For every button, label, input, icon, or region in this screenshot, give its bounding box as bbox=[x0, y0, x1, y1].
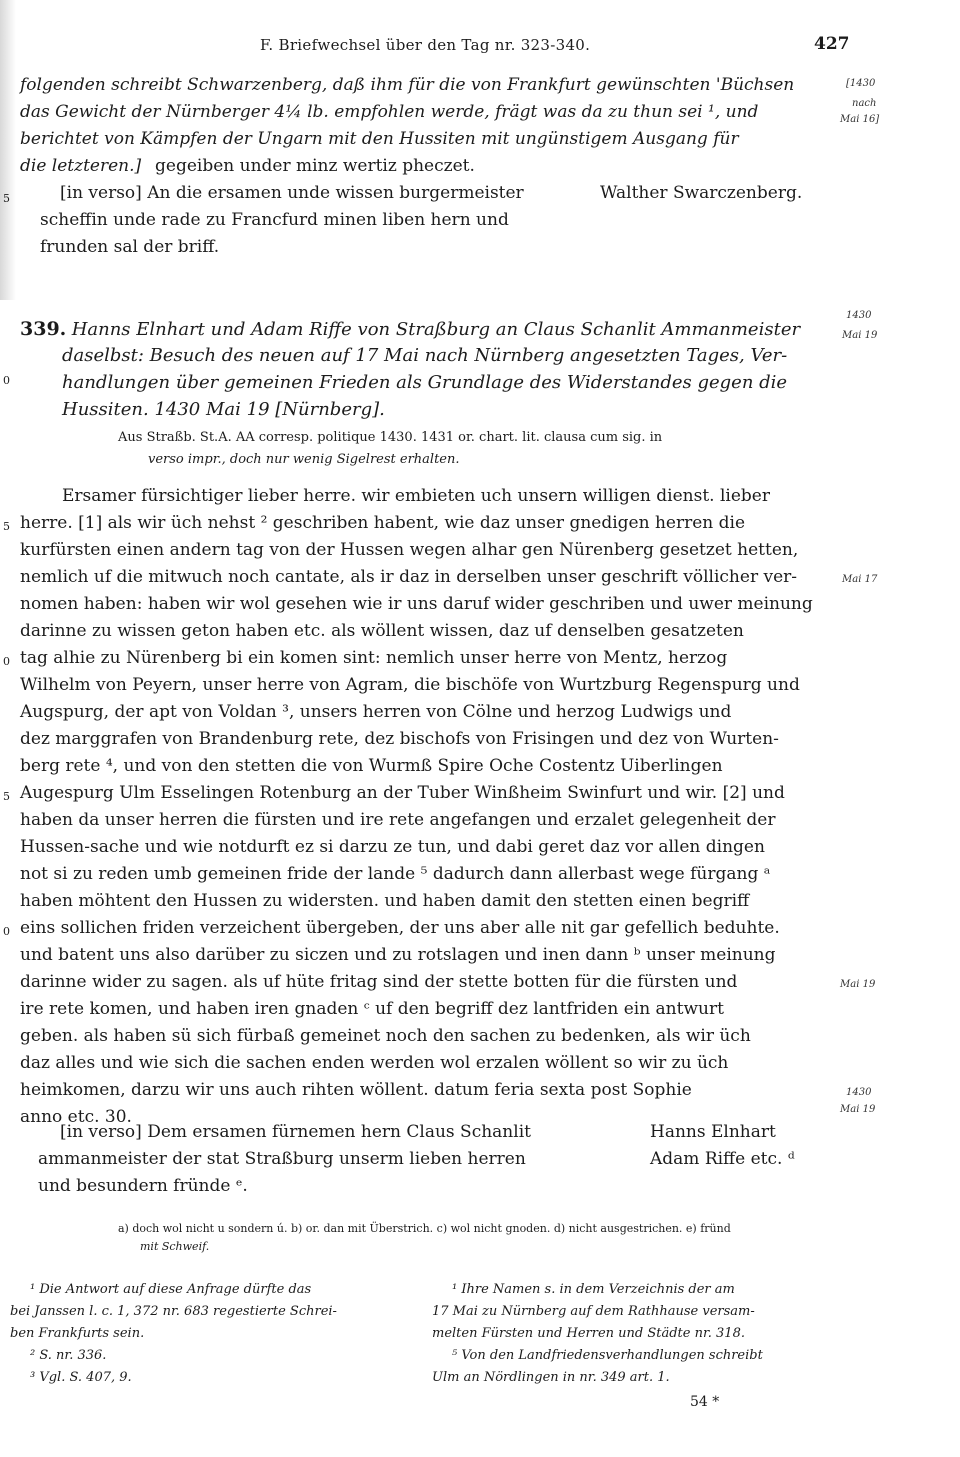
body-line: haben möhtent den Hussen zu widersten. und haben damit den stetten einen begriff bbox=[20, 891, 750, 911]
doc-title: daselbst: Besuch des neuen auf 17 Mai nach Nürnberg angesetzten Tages, Ver- bbox=[62, 345, 788, 366]
footnote-line: Ulm an Nördlingen in nr. 349 art. 1. bbox=[432, 1370, 670, 1385]
doc-title: handlungen über gemeinen Frieden als Grundlage des Widerstandes gegen die bbox=[62, 372, 788, 393]
body-line: Ersamer fürsichtiger lieber herre. wir embieten uch unsern willigen dienst. lieber bbox=[62, 486, 770, 506]
margin-date: 1430 bbox=[846, 310, 872, 321]
footnote-line: ¹ Ihre Namen s. in dem Verzeichnis der am bbox=[452, 1282, 735, 1297]
body-line: nomen haben: haben wir wol gesehen wie ir uns daruf wider geschriben und uwer meinung bbox=[20, 594, 813, 614]
body-line: not si zu reden umb gemeinen fride der lande ⁵ dadurch dann allerbast wege fürgang ᵃ bbox=[20, 864, 771, 884]
prev-line: gegeiben under minz wertiz pheczet. bbox=[155, 156, 475, 176]
page-number: 427 bbox=[814, 34, 850, 54]
body-line: geben. als haben sü sich fürbaß gemeinet noch den sachen zu bedenken, als wir üch bbox=[20, 1026, 751, 1046]
body-line: kurfürsten einen andern tag von der Hussen wegen alhar gen Nürenberg gesetzet hetten, bbox=[20, 540, 799, 560]
prev-address: [in verso] An die ersamen unde wissen burgermeister bbox=[60, 183, 524, 203]
source-note: verso impr., doch nur wenig Sigelrest erhalten. bbox=[148, 452, 460, 467]
prev-line: berichtet von Kämpfen der Ungarn mit den Hussiten mit ungünstigem Ausgang für bbox=[20, 129, 739, 149]
address-line: [in verso] Dem ersamen fürnemen hern Claus Schanlit bbox=[60, 1122, 531, 1142]
prev-signature: Walther Swarczenberg. bbox=[600, 183, 803, 203]
margin-date: Mai 19 bbox=[842, 330, 878, 341]
document-number: 339. bbox=[20, 318, 67, 340]
footnote-line: bei Janssen l. c. 1, 372 nr. 683 regestierte Schrei- bbox=[10, 1304, 337, 1319]
body-line: eins sollichen friden verzeichent übergeben, der uns aber alle nit gar gefellich beduhte. bbox=[20, 918, 780, 938]
running-header: F. Briefwechsel über den Tag nr. 323-340. bbox=[260, 36, 591, 54]
footnote-line: ¹ Die Antwort auf diese Anfrage dürfte das bbox=[30, 1282, 312, 1297]
body-line: daz alles und wie sich die sachen enden werden wol erzalen wöllent so wir zu üch bbox=[20, 1053, 729, 1073]
body-line: Hussen-sache und wie notdurft ez si darzu ze tun, und dabi geret daz vor allen dingen bbox=[20, 837, 765, 857]
footnote-line: ³ Vgl. S. 407, 9. bbox=[30, 1370, 132, 1385]
prev-line: die letzteren.] bbox=[20, 156, 142, 176]
body-line: anno etc. 30. bbox=[20, 1107, 132, 1127]
margin-date: nach bbox=[852, 98, 877, 109]
line-number: 5 bbox=[3, 192, 10, 205]
body-line: darinne zu wissen geton haben etc. als wöllent wissen, daz uf denselben gesatzeten bbox=[20, 621, 744, 641]
line-number: 0 bbox=[3, 925, 10, 938]
line-number: 0 bbox=[3, 374, 10, 387]
body-line: nemlich uf die mitwuch noch cantate, als ir daz in derselben unser geschrift völlicher ver- bbox=[20, 567, 798, 587]
body-line: heimkomen, darzu wir uns auch rihten wöllent. datum feria sexta post Sophie bbox=[20, 1080, 692, 1100]
footnote-line: melten Fürsten und Herren und Städte nr. 318. bbox=[432, 1326, 745, 1341]
signature-name: Adam Riffe etc. ᵈ bbox=[650, 1149, 795, 1169]
body-line: herre. [1] als wir üch nehst ² geschriben habent, wie daz unser gnedigen herren die bbox=[20, 513, 746, 533]
prev-address: scheffin unde rade zu Francfurd minen liben hern und bbox=[40, 210, 509, 230]
address-line: und besundern fründe ᵉ. bbox=[38, 1176, 248, 1196]
signature-name: Hanns Elnhart bbox=[650, 1122, 776, 1142]
footnote-line: 17 Mai zu Nürnberg auf dem Rathhause versam- bbox=[432, 1304, 755, 1319]
prev-line: das Gewicht der Nürnberger 4¼ lb. empfohlen werde, frägt was da zu thun sei ¹, und bbox=[20, 102, 759, 122]
margin-date: Mai 19 bbox=[840, 1104, 876, 1115]
margin-date: Mai 19 bbox=[840, 979, 876, 990]
margin-date: [1430 bbox=[846, 78, 876, 89]
line-number: 0 bbox=[3, 655, 10, 668]
body-line: Augspurg, der apt von Voldan ³, unsers herren von Cölne und herzog Ludwigs und bbox=[20, 702, 732, 722]
apparatus-line: a) doch wol nicht u sondern ú. b) or. dan mit Überstrich. c) wol nicht gnoden. d) nicht ausgestrichen. e) fründ bbox=[118, 1222, 731, 1235]
footnote-line: ben Frankfurts sein. bbox=[10, 1326, 145, 1341]
body-line: Augespurg Ulm Esselingen Rotenburg an der Tuber Winßheim Swinfurt und wir. [2] und bbox=[20, 783, 785, 803]
line-number: 5 bbox=[3, 790, 10, 803]
body-line: haben da unser herren die fürsten und ire rete angefangen und erzalet gelegenheit der bbox=[20, 810, 776, 830]
body-line: tag alhie zu Nürenberg bi ein komen sint: nemlich unser herre von Mentz, herzog bbox=[20, 648, 728, 668]
line-number: 5 bbox=[3, 520, 10, 533]
body-line: ire rete komen, und haben iren gnaden ᶜ uf den begriff dez lantfriden ein antwurt bbox=[20, 999, 724, 1019]
doc-title: Hussiten. 1430 Mai 19 [Nürnberg]. bbox=[62, 399, 385, 420]
margin-date: 1430 bbox=[846, 1087, 872, 1098]
prev-address: frunden sal der briff. bbox=[40, 237, 220, 257]
page-edge-shadow bbox=[0, 0, 16, 300]
apparatus-line: mit Schweif. bbox=[140, 1240, 210, 1253]
footnote-line: ² S. nr. 336. bbox=[30, 1348, 107, 1363]
doc-title: Hanns Elnhart und Adam Riffe von Straßburg an Claus Schanlit Ammanmeister bbox=[71, 319, 801, 340]
prev-line: folgenden schreibt Schwarzenberg, daß ihm für die von Frankfurt gewünschten 'Büchsen bbox=[20, 75, 795, 95]
margin-date: Mai 17 bbox=[842, 574, 878, 585]
address-line: ammanmeister der stat Straßburg unserm lieben herren bbox=[38, 1149, 526, 1169]
sheet-signature: 54 * bbox=[690, 1394, 720, 1410]
body-line: dez marggrafen von Brandenburg rete, dez bischofs von Frisingen und dez von Wurten- bbox=[20, 729, 779, 749]
doc-title-line-1 bbox=[20, 318, 800, 340]
body-line: berg rete ⁴, und von den stetten die von Wurmß Spire Oche Costentz Uiberlingen bbox=[20, 756, 723, 776]
footnote-line: ⁵ Von den Landfriedensverhandlungen schreibt bbox=[452, 1348, 763, 1363]
source-note: Aus Straßb. St.A. AA corresp. politique 1430. 1431 or. chart. lit. clausa cum sig. in bbox=[118, 430, 663, 445]
body-line: und batent uns also darüber zu siczen und zu rotslagen und inen dann ᵇ unser meinung bbox=[20, 945, 776, 965]
body-line: Wilhelm von Peyern, unser herre von Agram, die bischöfe von Wurtzburg Regenspurg und bbox=[20, 675, 800, 695]
body-line: darinne wider zu sagen. als uf hüte fritag sind der stette botten für die fürsten und bbox=[20, 972, 738, 992]
margin-date: Mai 16] bbox=[840, 114, 880, 125]
